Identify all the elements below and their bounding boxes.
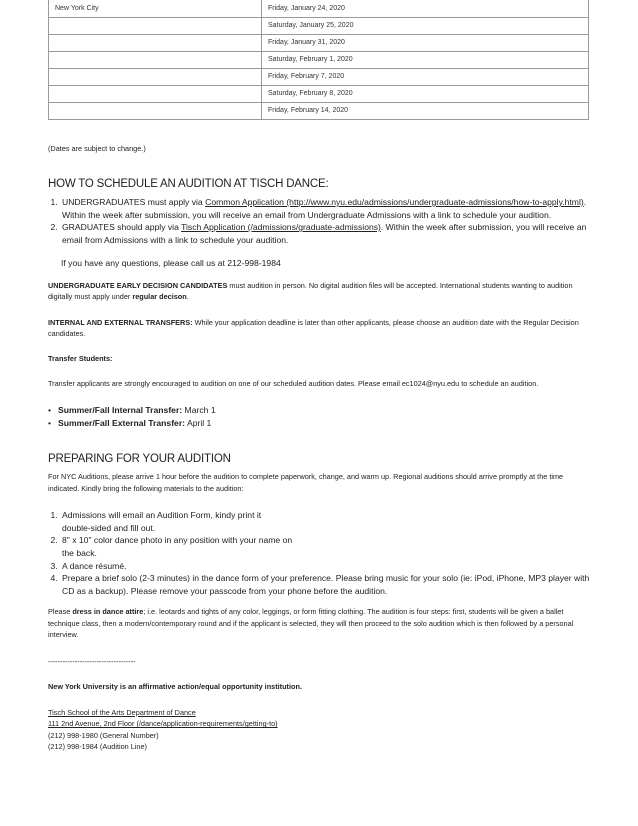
material-dance-photo: 2. 8" x 10" color dance photo in any position with your name on the back. bbox=[60, 534, 300, 559]
address-link[interactable]: 111 2nd Avenue, 2nd Floor (/dance/application-requirements/getting-to) bbox=[48, 719, 278, 729]
material-resume: 3. A dance résumé. bbox=[60, 560, 590, 573]
divider-text: ------------------------------------ bbox=[48, 656, 136, 666]
city-cell: New York City bbox=[49, 0, 262, 17]
early-decision-text: UNDERGRADUATE EARLY DECISION CANDIDATES must audition in person. No digital audition files will be accepted. International students wanting to audition digitally must apply under regular decison. bbox=[48, 280, 573, 302]
audition-dates-table bbox=[48, 0, 589, 120]
table-row bbox=[49, 0, 589, 17]
phone-general: (212) 998-1980 (General Number) bbox=[48, 730, 159, 740]
department-link-line bbox=[48, 707, 590, 719]
city-cell bbox=[49, 68, 262, 85]
date-cell: Friday, January 31, 2020 bbox=[262, 34, 589, 51]
preparing-intro: For NYC Auditions, please arrive 1 hour before the audition to complete paperwork, change, and warm up. Regional auditions should arrive promptly at the time indicated. Kindly bring the following materials to the audition: bbox=[48, 472, 564, 493]
date-cell: Saturday, February 1, 2020 bbox=[262, 51, 589, 68]
materials-list bbox=[60, 509, 590, 597]
table-row bbox=[49, 102, 589, 119]
address-link-line bbox=[48, 718, 590, 730]
city-cell bbox=[49, 85, 262, 102]
table-row bbox=[49, 85, 589, 102]
attire-text: Please dress in dance attire; i.e. leotards and tights of any color, leggings, or form fitting clothing. The audition is four steps: first, students will be given a ballet technique class, then a modern/contemporary round and if the applicant is selected, they will then proceed to the solo audition which is then followed by a personal interview. bbox=[48, 607, 574, 640]
city-cell bbox=[49, 17, 262, 34]
city-cell bbox=[49, 34, 262, 51]
table-row bbox=[49, 17, 589, 34]
deadline-external-transfer: • Summer/Fall External Transfer: April 1 bbox=[48, 417, 590, 430]
date-cell: Saturday, January 25, 2020 bbox=[262, 17, 589, 34]
schedule-steps bbox=[60, 196, 590, 246]
dates-note: (Dates are subject to change.) bbox=[48, 143, 146, 153]
schedule-step-undergraduates: 1. UNDERGRADUATES must apply via Common Application (http://www.nyu.edu/admissions/undergraduate-admissions/how-to-apply.html). Within the week after submission, you will receive an email from Undergraduate Admissions with a link to schedule your audition. bbox=[60, 196, 590, 221]
city-cell bbox=[49, 51, 262, 68]
eeo-statement: New York University is an affirmative action/equal opportunity institution. bbox=[48, 682, 302, 692]
transfers-text: INTERNAL AND EXTERNAL TRANSFERS: While your application deadline is later than other applicants, please choose an audition date with the Regular Decision candidates. bbox=[48, 317, 579, 339]
deadline-internal-transfer: • Summer/Fall Internal Transfer: March 1 bbox=[48, 404, 590, 417]
date-cell: Friday, February 14, 2020 bbox=[262, 102, 589, 119]
schedule-step-graduates: 2. GRADUATES should apply via Tisch Application (/admissions/graduate-admissions). Within the week after submission, you will receive an email from Admissions with a link to schedule your audition. bbox=[60, 221, 590, 246]
table-row bbox=[49, 51, 589, 68]
date-cell: Saturday, February 8, 2020 bbox=[262, 85, 589, 102]
tisch-application-link[interactable]: Tisch Application (/admissions/graduate-admissions) bbox=[181, 222, 381, 233]
date-cell: Friday, February 7, 2020 bbox=[262, 68, 589, 85]
table-row bbox=[49, 68, 589, 85]
preparing-heading: PREPARING FOR YOUR AUDITION bbox=[48, 453, 231, 466]
questions-text: If you have any questions, please call us at 212-998-1984 bbox=[61, 258, 281, 269]
schedule-heading: HOW TO SCHEDULE AN AUDITION AT TISCH DANCE: bbox=[48, 178, 329, 190]
common-application-link[interactable]: Common Application (http://www.nyu.edu/admissions/undergraduate-admissions/how-to-apply.html) bbox=[205, 197, 584, 207]
phone-audition: (212) 998-1984 (Audition Line) bbox=[48, 742, 147, 752]
material-solo: 4. Prepare a brief solo (2-3 minutes) in the dance form of your preference. Please bring music for your solo (ie: iPod, iPhone, MP3 player with CD as a backup). Please remove your passcode from your phone before the audition. bbox=[60, 572, 590, 597]
table-row bbox=[49, 34, 589, 51]
city-cell bbox=[49, 102, 262, 119]
date-cell: Friday, January 24, 2020 bbox=[262, 0, 589, 17]
transfer-students-label: Transfer Students: bbox=[48, 353, 113, 363]
transfer-students-text: Transfer applicants are strongly encouraged to audition on one of our scheduled audition dates. Please email ec1024@nyu.edu to schedule an audition. bbox=[48, 379, 539, 389]
transfer-deadlines bbox=[48, 404, 590, 429]
department-link[interactable]: Tisch School of the Arts Department of Dance bbox=[48, 707, 196, 717]
material-audition-form: 1. Admissions will email an Audition Form, kindy print it double-sided and fill out. bbox=[60, 509, 288, 534]
